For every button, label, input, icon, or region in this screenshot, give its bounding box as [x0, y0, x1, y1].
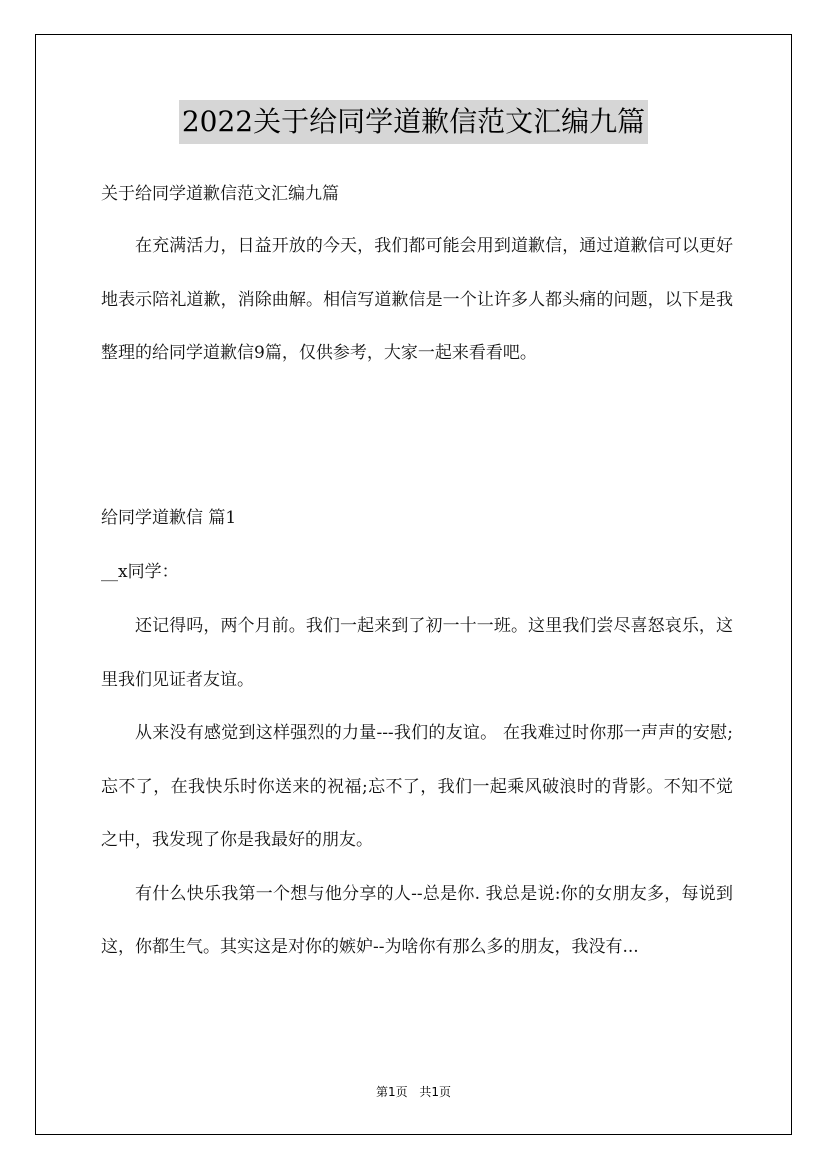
document-title: 2022关于给同学道歉信范文汇编九篇	[179, 100, 648, 144]
document-subtitle: 关于给同学道歉信范文汇编九篇	[101, 184, 339, 204]
intro-paragraph-container	[101, 220, 733, 381]
page-footer	[0, 1083, 827, 1100]
title-container	[0, 100, 827, 144]
page-total: 共1页	[419, 1085, 452, 1099]
section-heading: 给同学道歉信 篇1	[101, 508, 237, 528]
page-number: 第1页	[375, 1085, 408, 1099]
body-paragraph-3: 有什么快乐我第一个想与他分享的人--总是你. 我总是说:你的女朋友多，每说到这，你都生气。其实这是对你的嫉妒--为啥你有那么多的朋友，我没有...	[101, 883, 733, 957]
body-paragraph-2: 从来没有感觉到这样强烈的力量---我们的友谊。 在我难过时你那一声声的安慰;忘不了，在我快乐时你送来的祝福;忘不了，我们一起乘风破浪时的背影。不知不觉之中，我发现了你是我最好的朋友。	[101, 723, 733, 850]
intro-paragraph: 在充满活力，日益开放的今天，我们都可能会用到道歉信，通过道歉信可以更好地表示陪礼道歉，消除曲解。相信写道歉信是一个让许多人都头痛的问题，以下是我整理的给同学道歉信9篇，仅供参考，大家一起来看看吧。	[101, 236, 733, 363]
letter-body	[101, 600, 733, 975]
body-paragraph-1: 还记得吗，两个月前。我们一起来到了初一十一班。这里我们尝尽喜怒哀乐，这里我们见证者友谊。	[101, 616, 733, 690]
salutation: __x同学：	[101, 562, 179, 582]
